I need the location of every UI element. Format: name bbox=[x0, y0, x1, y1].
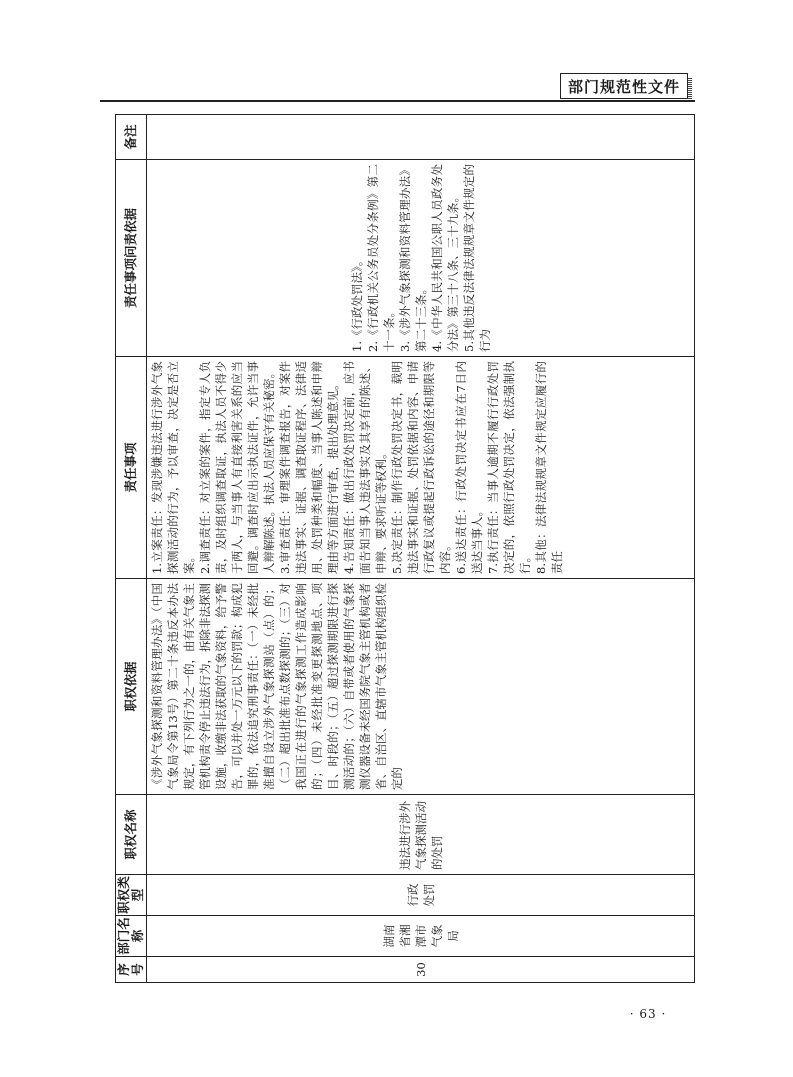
cell-name: 违法进行涉外气象探测活动的处罚 bbox=[147, 795, 695, 875]
col-header-basis: 职权依据 bbox=[116, 579, 147, 795]
cell-accountability bbox=[147, 160, 695, 357]
table-header-row bbox=[116, 115, 147, 983]
section-header-label: 部门规范性文件 bbox=[560, 73, 688, 99]
cell-index: 30 bbox=[147, 957, 695, 983]
cell-basis bbox=[147, 579, 695, 795]
accountability-text: 1.《行政处罚法》。 2.《行政机关公务员处分条例》第二十一条。 3.《涉外气象探测和资料管理办法》第二十三条。 4.《中华人民共和国公职人员政务处分法》第三十八条、三十九条。 5.其他违反法律法规规章文件规定的行为 bbox=[349, 164, 492, 352]
cell-duties bbox=[147, 357, 695, 579]
cell-department: 湖南省湘潭市气象局 bbox=[147, 916, 695, 957]
header-rule bbox=[100, 100, 695, 102]
page-number: · 63 · bbox=[629, 1007, 667, 1021]
basis-text: 《涉外气象探测和资料管理办法》（中国气象局令第13号）第二十条违反本办法规定，有下列行为之一的，由有关气象主管机构责令停止违法行为，拆除非法探测设施，收缴非法获取的气象资料，给予警告，可以并处一万元以下的罚款；构成犯罪的，依法追究刑事责任：（一）未经批准擅自设立涉外气象探测站（点）的；（二）超出批准布点数探测的；（三）对我国正在进行的气象探测工作造成影响的；（四）未经批准变更探测地点、项目、时段的；（五）超过探测期限进行探测活动的；（六）自带或者使用的气象探测仪器设备未经国务院气象主管机构或者省、自治区、直辖市气象主管机构组织检定的 bbox=[150, 583, 404, 790]
col-header-remark: 备注 bbox=[116, 115, 147, 160]
table-row bbox=[147, 115, 695, 983]
col-header-index: 序号 bbox=[116, 957, 147, 983]
col-header-type: 职权类型 bbox=[116, 876, 145, 914]
col-header-name: 职权名称 bbox=[116, 795, 147, 875]
col-header-duties: 责任事项 bbox=[116, 357, 147, 579]
cell-type: 行政处罚 bbox=[147, 875, 695, 916]
duties-text: 1.立案责任：发现涉嫌违法进行涉外气象探测活动的行为，予以审查，决定是否立案。 2.调查责任：对立案的案件，指定专人负责，及时组织调查取证，执法人员不得少于两人，与当事人有直接利害关系的应当回避。调查时应出示执法证件，允许当事人辩解陈述。执法人员应保守有关秘密。 3.审查责任：审理案件调查报告，对案件违法事实、证据、调查取证程序、法律适用、处罚种类和幅度、当事人陈述和申辩理由等方面进行审查，提出处理意见。 4.告知责任：做出行政处罚决定前，应书面告知当事人违法事实及其享有的陈述、申辩、要求听证等权利。 5.决定责任：制作行政处罚决定书，载明违法事实和证据、处罚依据和内容、申请行政复议或提起行政诉讼的途径和期限等内容。 6.送达责任：行政处罚决定书应在7日内送达当事人。 7.执行责任：当事人逾期不履行行政处罚决定的，依照行政处罚决定，依法强制执行。 8.其他：法律法规规章文件规定应履行的责任 bbox=[150, 361, 564, 574]
powers-table bbox=[115, 114, 695, 983]
col-header-department: 部门名称 bbox=[116, 917, 145, 955]
col-header-accountability: 责任事项问责依据 bbox=[116, 160, 147, 357]
cell-remark bbox=[147, 115, 695, 160]
rotated-table-wrapper bbox=[115, 115, 695, 983]
